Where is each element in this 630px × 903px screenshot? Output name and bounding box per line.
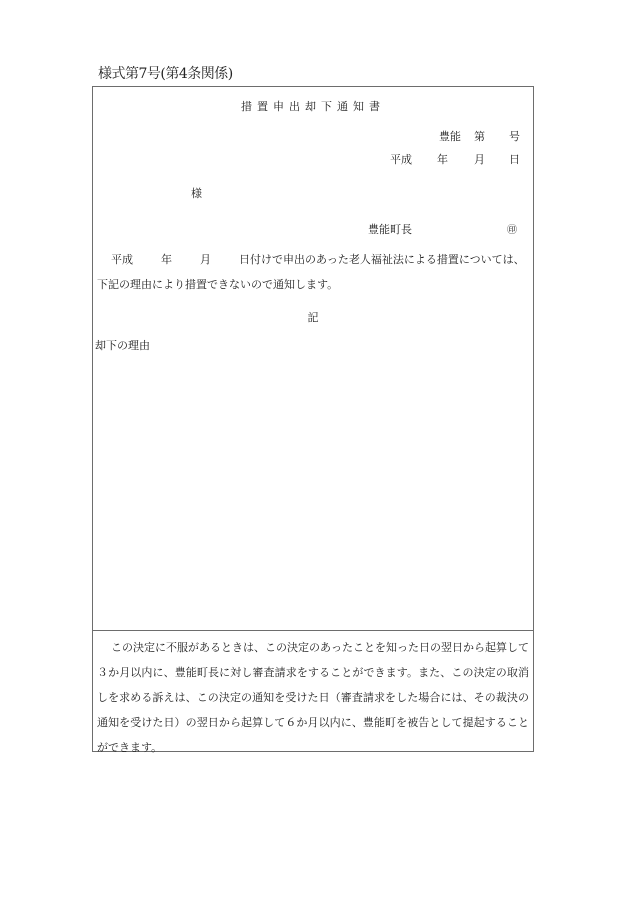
ki-heading: 記 <box>307 311 319 324</box>
form-number-label: 様式第7号(第4条関係) <box>98 66 233 82</box>
date-month-label: 月 <box>474 153 485 166</box>
appeal-notice-text: この決定に不服があるときは、この決定のあったことを知った日の翌日から起算して３か月以内に、豊能町長に対し審査請求をすることができます。また、この決定の取消しを求める訴えは、この決定の通知を受けた日（審査請求をした場合には、その裁決の通知を受けた日）の翌日から起算して６か月以内に、豊能町を被告として提起することができます。 <box>97 641 529 754</box>
appeal-notice <box>93 635 533 760</box>
date-year-label: 年 <box>437 153 448 166</box>
document-number-go: 号 <box>509 130 520 143</box>
body-era: 平成 <box>111 253 133 266</box>
date-day-label: 日 <box>509 153 520 166</box>
reason-label: 却下の理由 <box>95 339 150 352</box>
body-text: 日付けで申出のあった老人福祉法による措置については、下記の理由により措置できないので通知します。 <box>97 253 525 291</box>
sender-name: 豊能町長 <box>368 223 412 236</box>
body-paragraph <box>93 247 533 297</box>
document-number-dai: 第 <box>474 130 485 143</box>
addressee-suffix: 様 <box>191 187 202 200</box>
document-number-prefix: 豊能 <box>439 130 461 143</box>
section-divider <box>93 630 533 631</box>
document-title: 措置申出却下通知書 <box>241 100 385 113</box>
date-era: 平成 <box>390 153 412 166</box>
body-month: 月 <box>200 253 211 266</box>
body-year: 年 <box>161 253 172 266</box>
seal-icon: ㊞ <box>507 225 517 236</box>
notice-form-frame <box>92 86 534 752</box>
